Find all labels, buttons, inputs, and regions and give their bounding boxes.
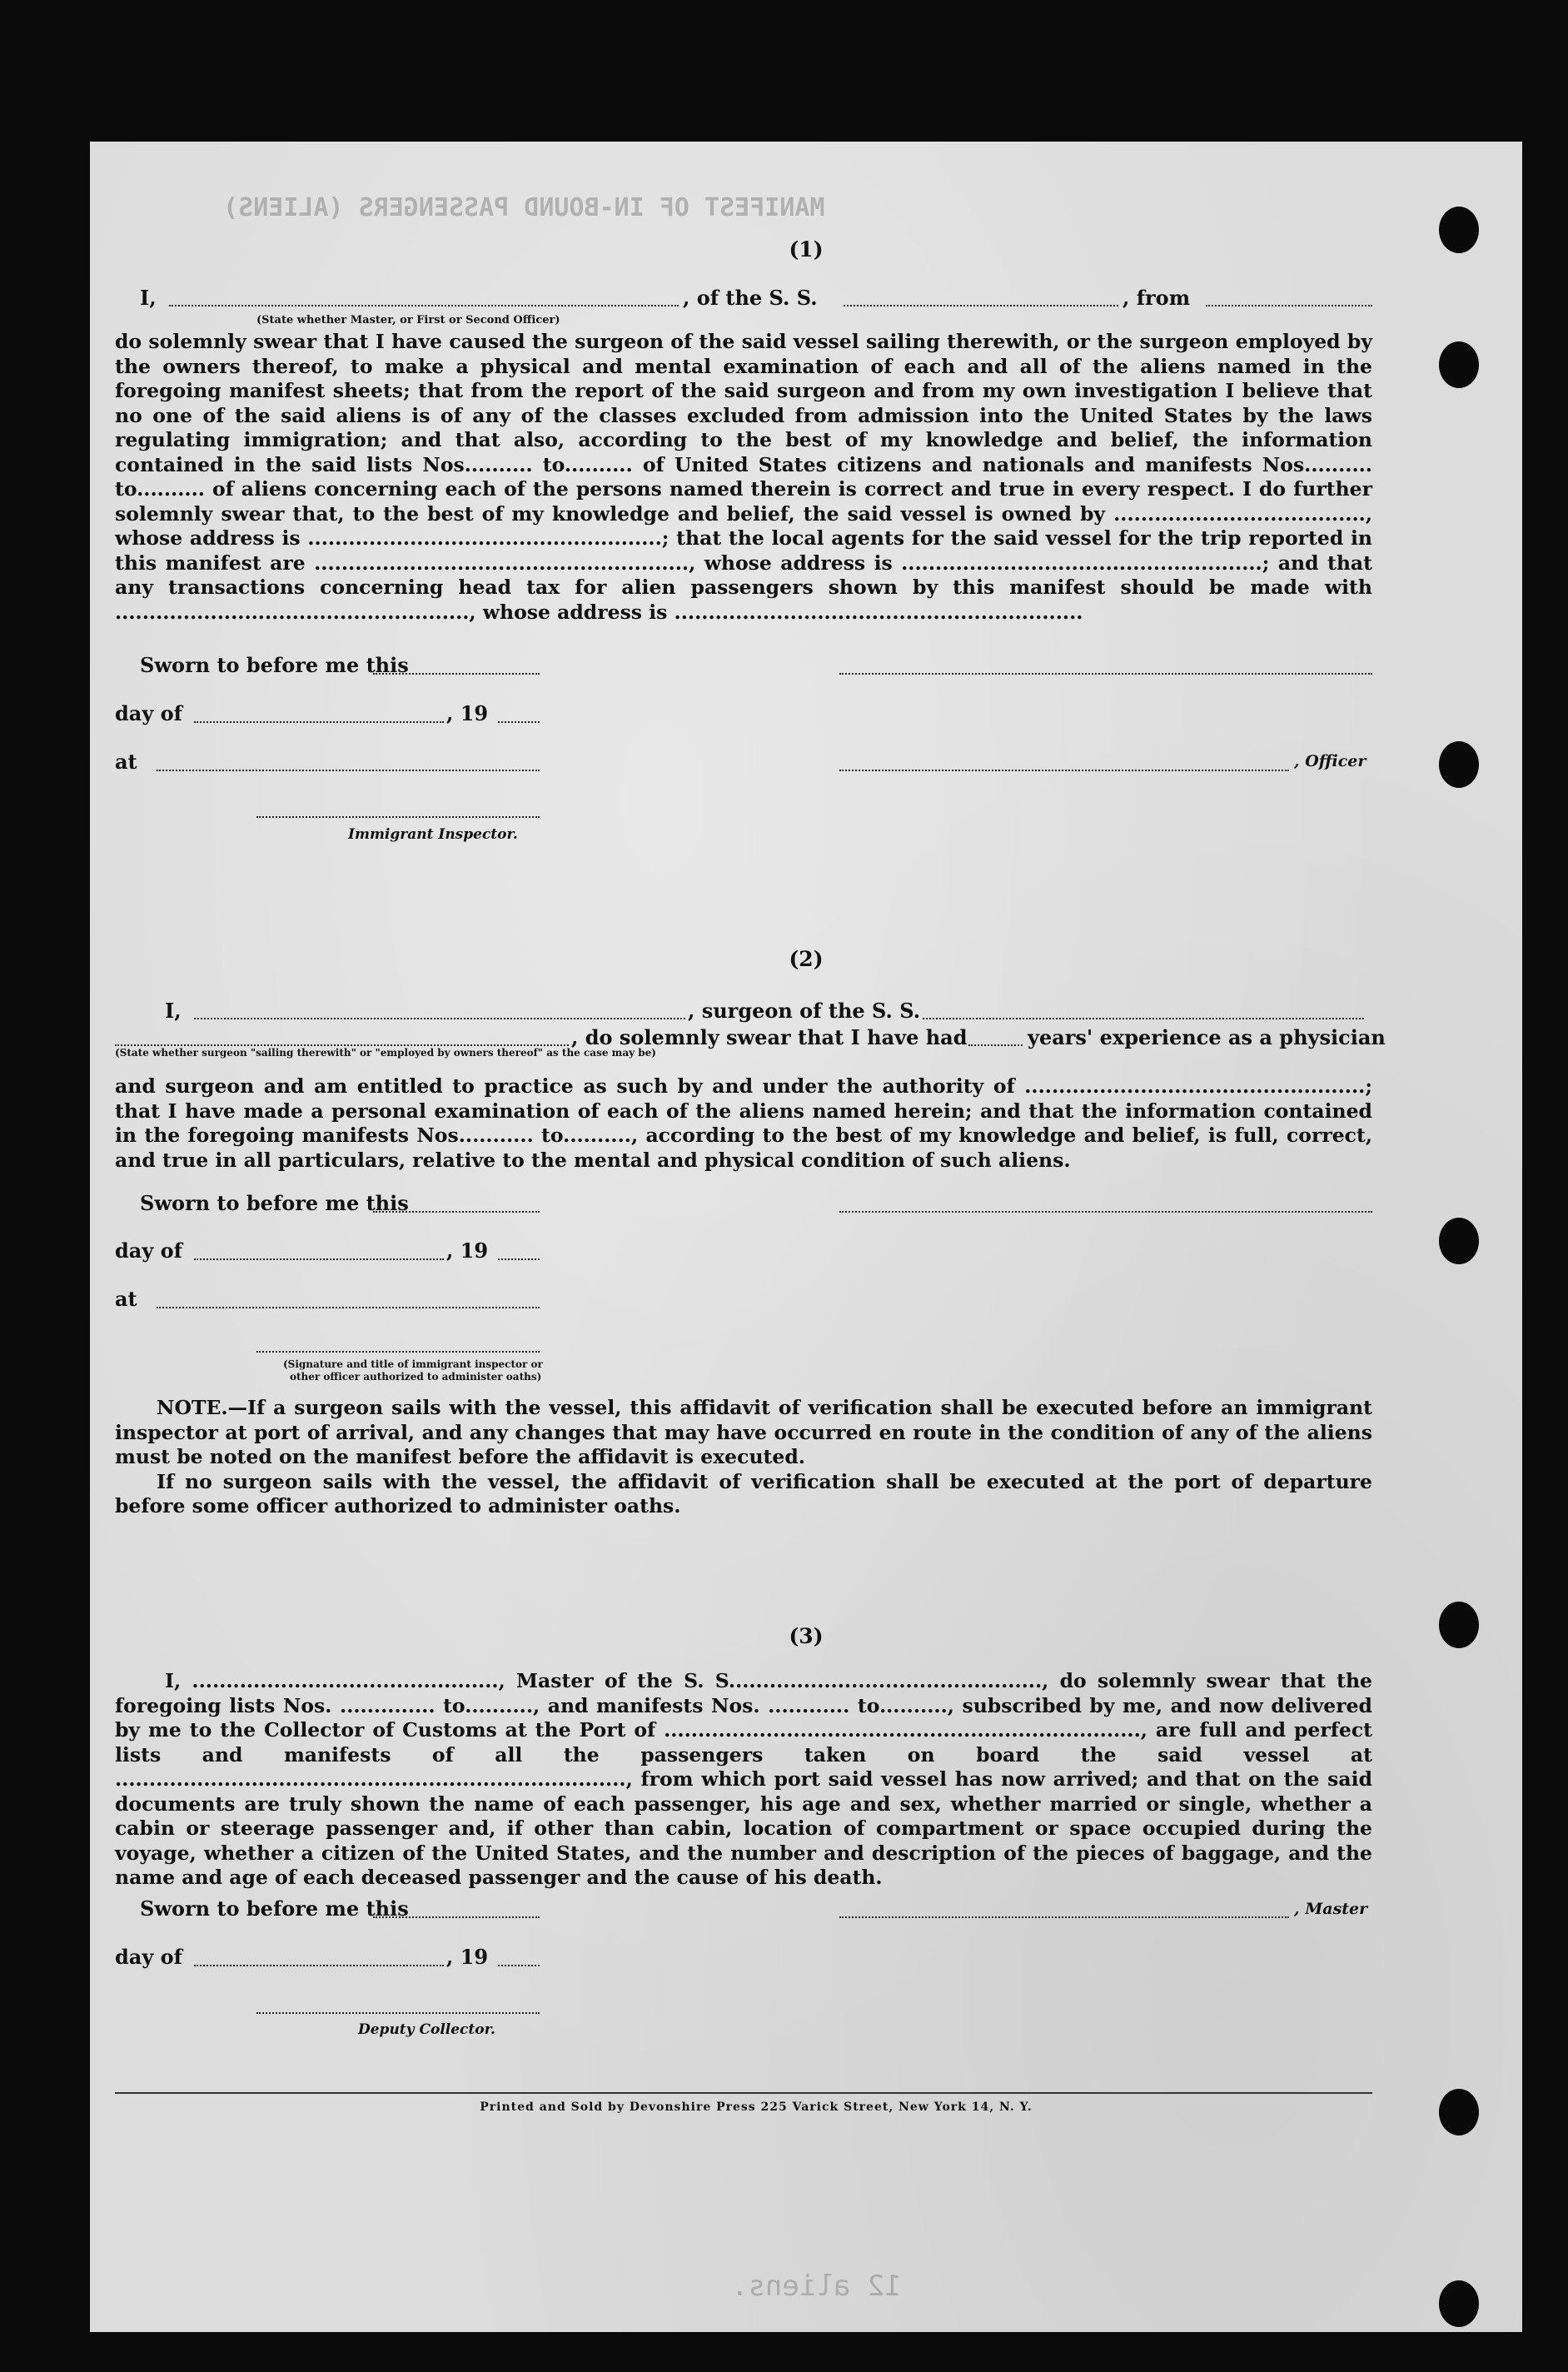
officer-signature-line-2[interactable]: [839, 770, 1289, 771]
section-1-body: do solemnly swear that I have caused the surgeon of the said vessel sailing therewith, or the surgeon employed by the owners thereof, to make a physical and mental examination of each and all of the aliens named in the foregoing manifest sheets; that from the report of the said surgeon and from my own investigation I believe that no one of the said aliens is of any of the classes excluded from admission into the United States by the laws regulating immigration; and that also, according to the best of my knowledge and belief, the information contained in the said lists Nos.......... to.......... of United States citizens and nationals and manifests Nos.......... to.......... of aliens concerning each of the persons named therein is correct and true in every respect. I do further solemnly swear that, to the best of my knowledge and belief, the said vessel is owned by ....................................., whose address is ....................................................; that the local agents for the said vessel for the trip reported in this manifest are ......................................................., whose address is .....................................................; and that any transactions concerning head tax for alien passengers shown by this manifest should be made with ...................................................., whose address is ............................................................: [115, 330, 1372, 624]
surgeon-signature-line[interactable]: [839, 1211, 1372, 1213]
section-3-sworn: Sworn to before me this: [140, 1896, 409, 1921]
section-2-solemnly: , do solemnly swear that I have had: [571, 1025, 968, 1049]
punch-hole-1: [1439, 207, 1479, 253]
section-2-sworn: Sworn to before me this: [140, 1191, 409, 1215]
note-block: [115, 1396, 1372, 1519]
punch-hole-3: [1439, 741, 1479, 788]
punch-hole-7: [1439, 2280, 1479, 2327]
section-1-at-blank[interactable]: [157, 770, 540, 771]
printer-imprint: Printed and Sold by Devonshire Press 225 Varick Street, New York 14, N. Y.: [480, 2100, 1033, 2114]
section-2-body: and surgeon and am entitled to practice as such by and under the authority of ..................................................; that I have made a personal examination of each of the aliens named herein; and that the information contained in the foregoing manifests Nos........... to.........., according to the best of my knowledge and belief, is full, correct, and true in all particulars, relative to the mental and physical condition of such aliens.: [115, 1074, 1372, 1172]
section-1-number: (1): [789, 237, 824, 262]
footer-rule: [115, 2092, 1372, 2094]
manifest-affidavit-page: [90, 142, 1522, 2332]
section-2-number: (2): [789, 947, 824, 971]
signature-caption-1: (Signature and title of immigrant inspector or: [283, 1358, 543, 1370]
officer-rank-blank[interactable]: [169, 305, 679, 306]
section-1-at: at: [115, 750, 137, 774]
section-3-body: I, ............................................., Master of the S. S.............................................., do solemnly swear that the foregoing lists Nos. .............. to.........., and manifests Nos. ............ to.........., subscribed by me, and now delivered by me to the Collector of Customs at the Port of ......................................................................, are full and perfect lists and manifests of all the passengers taken on board the said vessel at ..........................................................................., from which port said vessel has now arrived; and that on the said documents are truly shown the name of each passenger, his age and sex, whether married or single, whether a cabin or steerage passenger and, if other than cabin, location of compartment or space occupied during the voyage, whether a citizen of the United States, and the number and description of the pieces of baggage, and the name and age of each deceased passenger and the cause of his death.: [115, 1669, 1372, 1889]
section-1-year-blank[interactable]: [498, 721, 540, 723]
officer-label: , Officer: [1294, 752, 1366, 770]
punch-hole-4: [1439, 1218, 1479, 1264]
punch-hole-2: [1439, 341, 1479, 388]
section-2-i: I,: [165, 999, 182, 1023]
section-2-years: years' experience as a physician: [1028, 1025, 1386, 1049]
master-signature-line[interactable]: [839, 1916, 1289, 1918]
section-2-vessel-blank[interactable]: [923, 1018, 1364, 1019]
punch-hole-6: [1439, 2089, 1479, 2135]
years-experience-blank[interactable]: [968, 1044, 1023, 1046]
section-3-sworn-blank[interactable]: [373, 1916, 540, 1918]
vessel-name-blank[interactable]: [844, 305, 1118, 306]
section-1-nineteen: , 19: [446, 701, 489, 725]
deputy-collector-label: Deputy Collector.: [358, 2021, 495, 2038]
section-3-year-blank[interactable]: [498, 1965, 540, 1966]
surgeon-name-blank[interactable]: [194, 1018, 685, 1019]
surgeon-type-blank[interactable]: [115, 1044, 569, 1046]
officer-signature-line-1[interactable]: [839, 673, 1372, 675]
section-2-nineteen: , 19: [446, 1238, 489, 1263]
immigrant-inspector-label: Immigrant Inspector.: [348, 826, 518, 843]
section-1-day-blank[interactable]: [194, 721, 444, 723]
note-paragraph-2: If no surgeon sails with the vessel, the affidavit of verification shall be executed at the port of departure before some officer authorized to administer oaths.: [115, 1469, 1372, 1517]
section-2-surgeon-of: , surgeon of the S. S.: [688, 999, 921, 1023]
master-label: , Master: [1294, 1900, 1368, 1918]
section-3-nineteen: , 19: [446, 1945, 489, 1969]
section-2-day-blank[interactable]: [194, 1258, 444, 1260]
section-1-of-ss: , of the S. S.: [683, 286, 818, 310]
section-2-day-of: day of: [115, 1238, 182, 1263]
bleed-through-bottom: 12 aliens.: [731, 2270, 902, 2303]
section-1-day-of: day of: [115, 701, 182, 725]
officer-caption: (State whether Master, or First or Second Officer): [256, 314, 560, 326]
bleed-through-header: MANIFEST OF IN-BOUND PASSENGERS (ALIENS): [223, 193, 825, 222]
punch-hole-5: [1439, 1602, 1479, 1648]
signature-caption-2: other officer authorized to administer oaths): [290, 1371, 542, 1383]
section-2-inspector-signature-line[interactable]: [256, 1351, 540, 1353]
section-2-at: at: [115, 1287, 137, 1311]
section-1-sworn-blank[interactable]: [373, 673, 540, 675]
section-3-number: (3): [789, 1624, 824, 1648]
surgeon-caption: (State whether surgeon "sailing therewith" or "employed by owners thereof" as the case may be): [115, 1047, 656, 1059]
section-3-day-blank[interactable]: [194, 1965, 444, 1966]
inspector-signature-line[interactable]: [256, 816, 540, 818]
section-3-day-of: day of: [115, 1945, 182, 1969]
from-port-blank[interactable]: [1206, 305, 1372, 306]
collector-signature-line[interactable]: [256, 2012, 540, 2014]
section-2-sworn-blank[interactable]: [373, 1211, 540, 1213]
section-1-i: I,: [140, 286, 157, 310]
section-1-sworn: Sworn to before me this: [140, 653, 409, 677]
section-2-at-blank[interactable]: [157, 1307, 540, 1308]
section-2-year-blank[interactable]: [498, 1258, 540, 1260]
note-paragraph-1: NOTE.—If a surgeon sails with the vessel, this affidavit of verification shall be executed before an immigrant inspector at port of arrival, and any changes that may have occurred en route in the condition of any of the aliens must be noted on the manifest before the affidavit is executed.: [115, 1396, 1372, 1468]
section-1-from: , from: [1122, 286, 1191, 310]
